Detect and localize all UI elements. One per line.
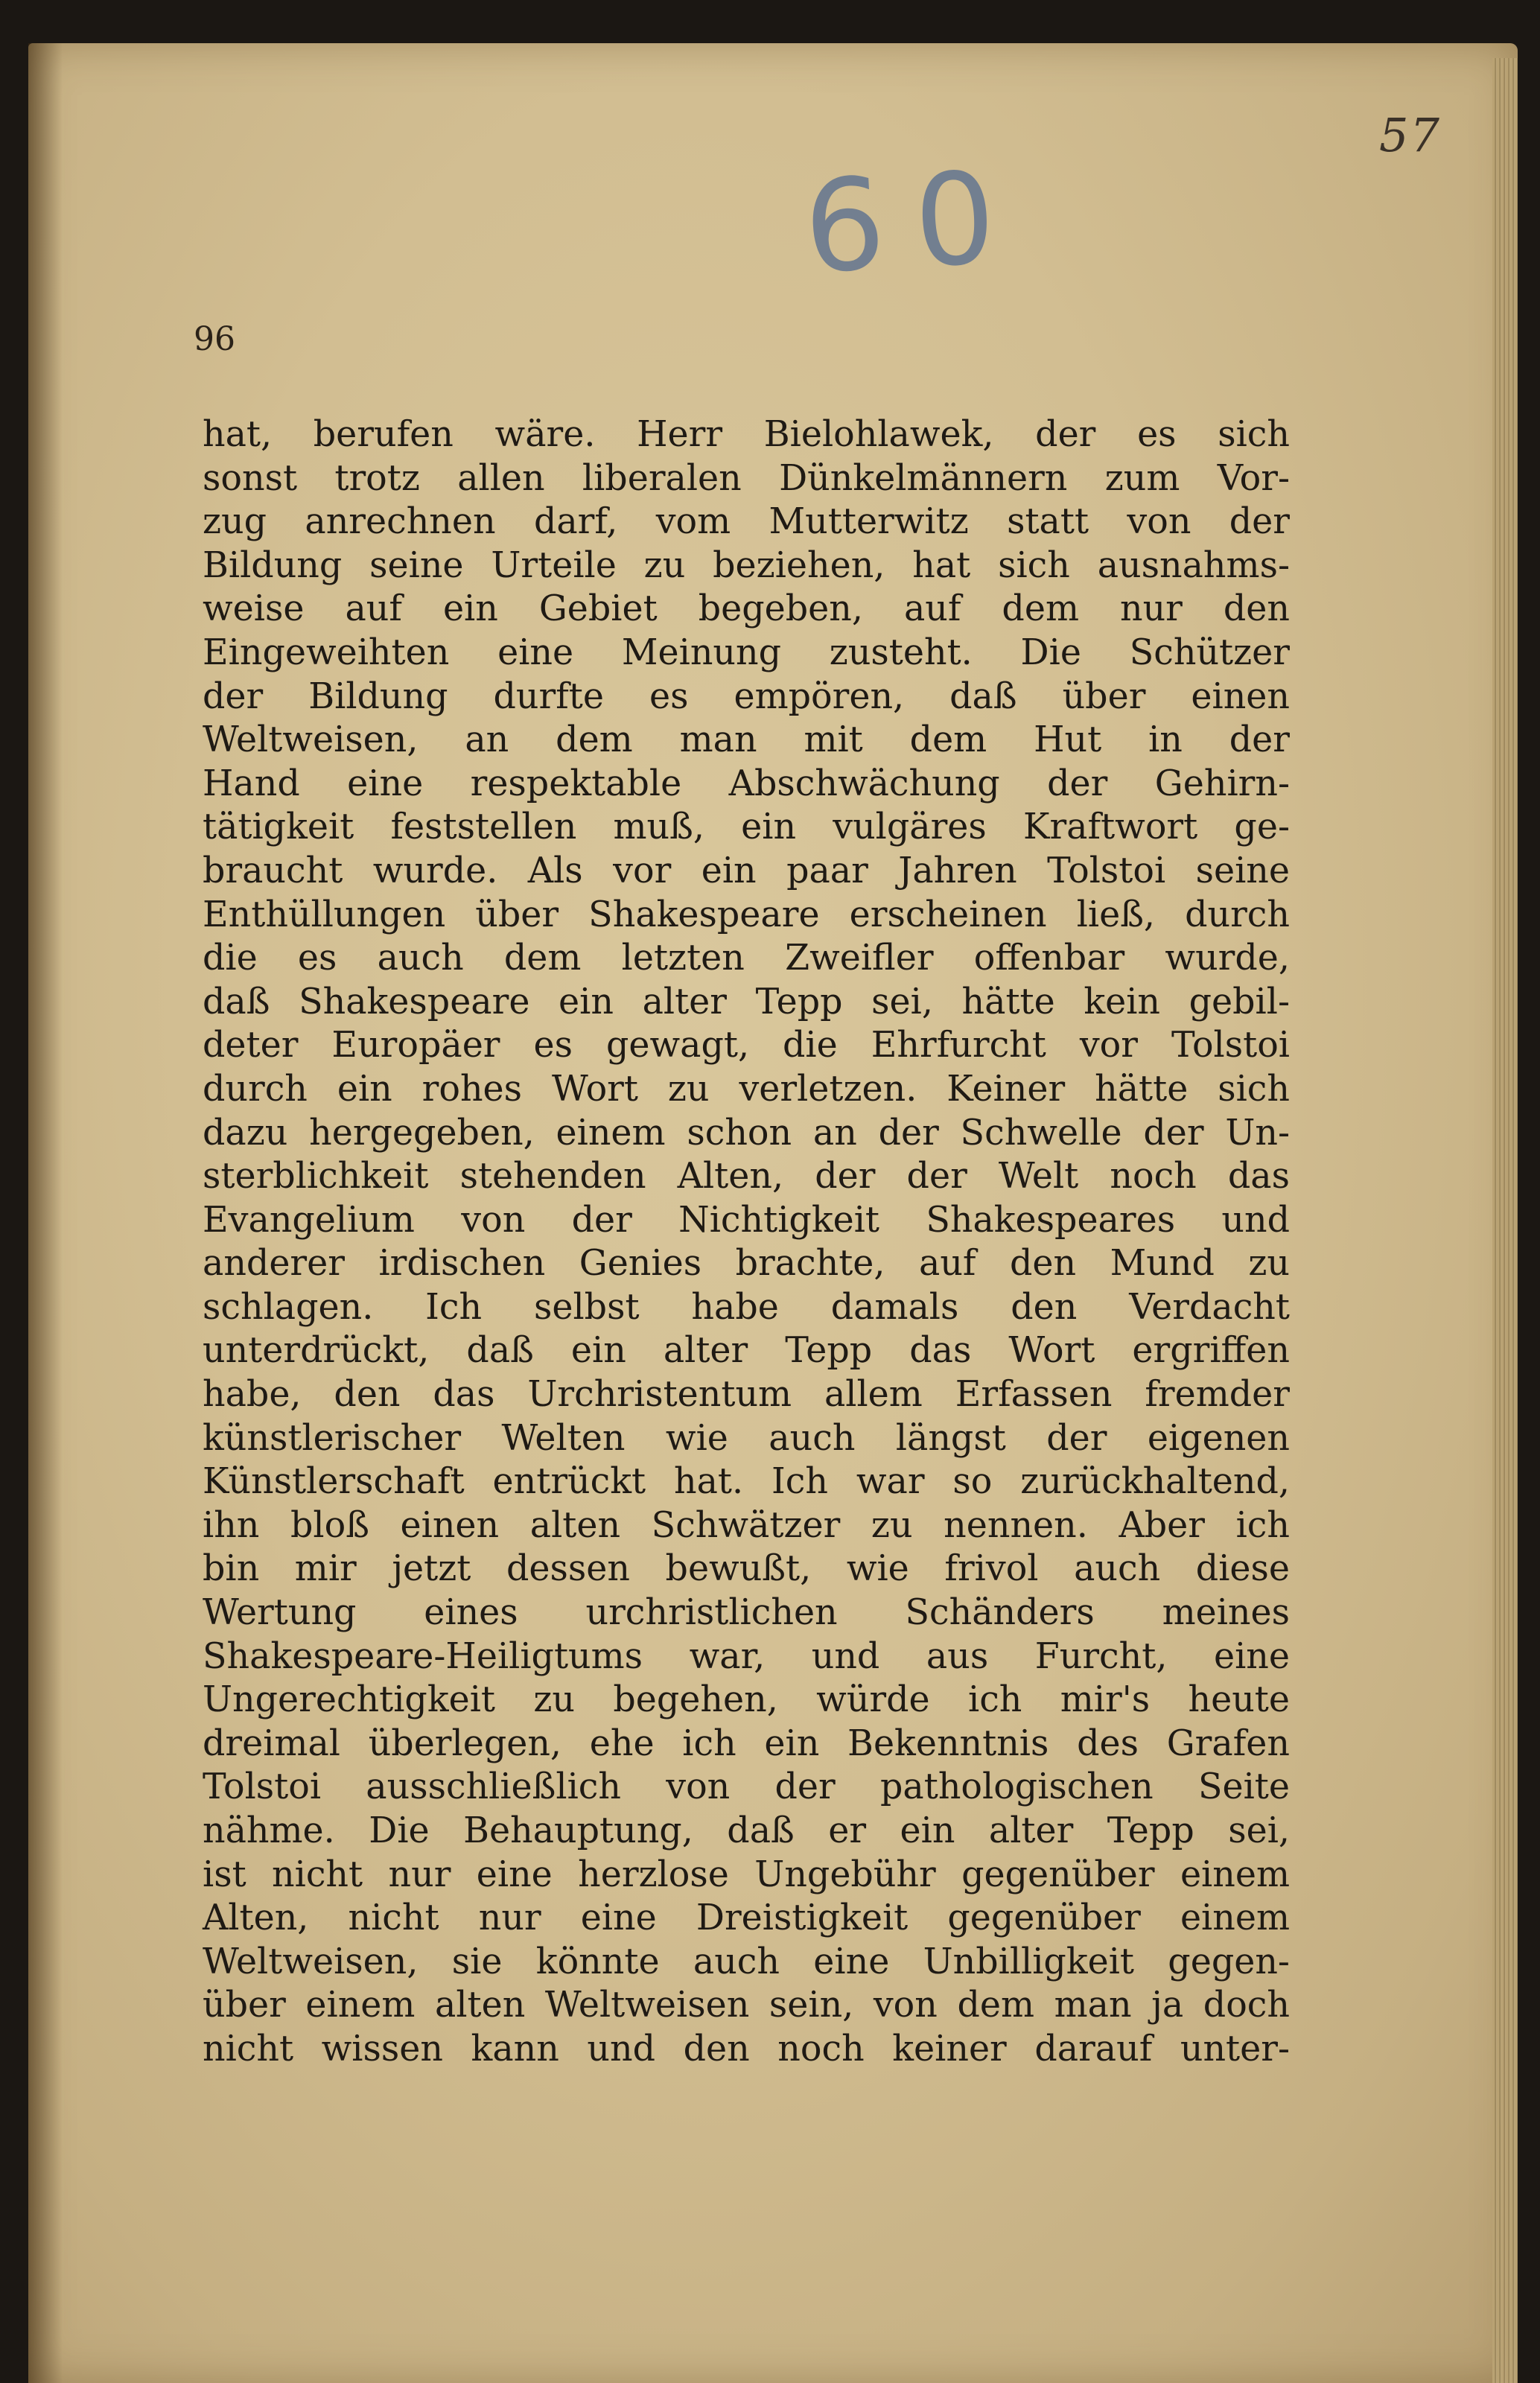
text-line: zug anrechnen darf, vom Mutterwitz statt von der xyxy=(203,501,1290,543)
text-line: Künstlerschaft entrückt hat. Ich war so zurückhaltend, xyxy=(203,1461,1290,1503)
text-line: Weltweisen, an dem man mit dem Hut in der xyxy=(203,719,1290,761)
text-line: unterdrückt, daß ein alter Tepp das Wort ergriffen xyxy=(203,1330,1290,1372)
text-line: dreimal überlegen, ehe ich ein Bekenntnis des Grafen xyxy=(203,1722,1290,1764)
text-line: Alten, nicht nur eine Dreistigkeit gegenüber einem xyxy=(203,1897,1290,1939)
text-line: über einem alten Weltweisen sein, von dem man ja doch xyxy=(203,1985,1290,2026)
text-line: bin mir jetzt dessen bewußt, wie frivol auch diese xyxy=(203,1548,1290,1590)
text-line: schlagen. Ich selbst habe damals den Verdacht xyxy=(203,1286,1290,1328)
text-line: durch ein rohes Wort zu verletzen. Keiner hätte sich xyxy=(203,1068,1290,1110)
text-line: Tolstoi ausschließlich von der pathologischen Seite xyxy=(203,1766,1290,1808)
text-line: Weltweisen, sie könnte auch eine Unbilligkeit gegen- xyxy=(203,1941,1290,1982)
text-line: hat, berufen wäre. Herr Bielohlawek, der es sich xyxy=(203,414,1290,455)
text-line: Evangelium von der Nichtigkeit Shakespeares und xyxy=(203,1199,1290,1241)
spine-shadow xyxy=(28,43,63,2383)
text-line: Shakespeare-Heiligtums war, und aus Furcht, eine xyxy=(203,1635,1290,1677)
text-line: anderer irdischen Genies brachte, auf den Mund zu xyxy=(203,1243,1290,1285)
text-line: Wertung eines urchristlichen Schänders meines xyxy=(203,1592,1290,1634)
pencil-annotation: 57 xyxy=(1379,108,1441,162)
text-line: nähme. Die Behauptung, daß er ein alter Tepp sei, xyxy=(203,1810,1290,1851)
text-line: ist nicht nur eine herzlose Ungebühr gegenüber einem xyxy=(203,1854,1290,1895)
text-line: weise auf ein Gebiet begeben, auf dem nur den xyxy=(203,588,1290,630)
text-line: Enthüllungen über Shakespeare erscheinen ließ, durch xyxy=(203,894,1290,935)
text-line: braucht wurde. Als vor ein paar Jahren Tolstoi seine xyxy=(203,850,1290,891)
stamp-annotation: 60 xyxy=(801,143,1029,302)
text-line: dazu hergegeben, einem schon an der Schwelle der Un- xyxy=(203,1112,1290,1154)
text-line: habe, den das Urchristentum allem Erfassen fremder xyxy=(203,1374,1290,1416)
text-line: deter Europäer es gewagt, die Ehrfurcht vor Tolstoi xyxy=(203,1025,1290,1066)
text-line: der Bildung durfte es empören, daß über einen xyxy=(203,675,1290,717)
text-line: die es auch dem letzten Zweifler offenbar wurde, xyxy=(203,938,1290,979)
text-line: Hand eine respektable Abschwächung der Gehirn- xyxy=(203,763,1290,804)
text-line: Bildung seine Urteile zu beziehen, hat sich ausnahms- xyxy=(203,544,1290,586)
text-line: daß Shakespeare ein alter Tepp sei, hätte kein gebil- xyxy=(203,981,1290,1022)
page-number: 96 xyxy=(194,320,235,358)
text-line: nicht wissen kann und den noch keiner darauf unter- xyxy=(203,2028,1290,2069)
text-line: Ungerechtigkeit zu begehen, würde ich mir's heute xyxy=(203,1679,1290,1721)
page-edges xyxy=(1492,58,1518,2383)
text-line: tätigkeit feststellen muß, ein vulgäres Kraftwort ge- xyxy=(203,806,1290,848)
text-line: sonst trotz allen liberalen Dünkelmännern zum Vor- xyxy=(203,457,1290,499)
text-line: sterblichkeit stehenden Alten, der der Welt noch das xyxy=(203,1156,1290,1197)
text-line: künstlerischer Welten wie auch längst der eigenen xyxy=(203,1417,1290,1459)
text-line: Eingeweihten eine Meinung zusteht. Die Schützer xyxy=(203,631,1290,673)
body-text xyxy=(203,413,1290,2072)
text-line: ihn bloß einen alten Schwätzer zu nennen. Aber ich xyxy=(203,1504,1290,1546)
